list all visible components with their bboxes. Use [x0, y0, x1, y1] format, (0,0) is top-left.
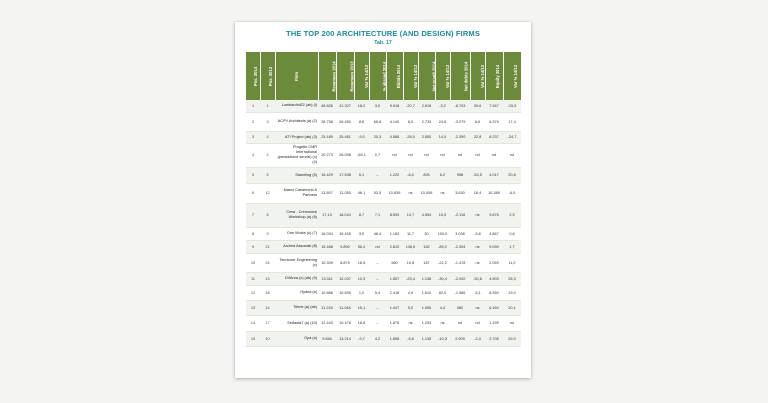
column-header-label: Net result 2014: [430, 61, 436, 91]
firm-name-cell: Tekne (a) (ab): [275, 300, 318, 315]
value-cell: 13.807: [318, 183, 336, 203]
firm-name-cell: Lombardini22 (ab) (l): [275, 100, 318, 112]
column-header: [354, 52, 369, 100]
value-cell: 958: [450, 167, 470, 183]
value-cell: 5,4: [369, 285, 386, 300]
table-number: Tab. 17: [374, 40, 392, 46]
value-cell: 17.538: [336, 167, 354, 183]
value-cell: 8,6: [354, 112, 369, 131]
table-row: [246, 331, 521, 346]
value-cell: 8,6: [470, 112, 485, 131]
value-cell: 9.039: [485, 240, 503, 253]
value-cell: -2.390: [450, 131, 470, 143]
value-cell: 2.733: [418, 112, 435, 131]
value-cell: 1.183: [386, 227, 403, 240]
value-cell: 66,8: [369, 112, 386, 131]
value-cell: 5.518: [386, 100, 403, 112]
value-cell: 8.875: [336, 253, 354, 272]
value-cell: 1,0: [354, 285, 369, 300]
column-header: [386, 52, 403, 100]
value-cell: 1.055: [418, 300, 435, 315]
position-cell: 18: [260, 285, 275, 300]
value-cell: ns: [470, 300, 485, 315]
table-row: [246, 183, 521, 203]
value-cell: 9.876: [485, 203, 503, 227]
value-cell: 2.850: [418, 131, 435, 143]
position-cell: 3: [260, 112, 275, 131]
firm-name-cell: Archea Associati (8): [275, 240, 318, 253]
table-row: [246, 272, 521, 285]
value-cell: -28,0: [403, 131, 418, 143]
value-cell: 100,0: [435, 227, 450, 240]
value-cell: 29,0: [503, 331, 521, 346]
value-cell: 9.892: [336, 240, 354, 253]
value-cell: 2.618: [418, 100, 435, 112]
value-cell: -2,4: [470, 331, 485, 346]
firm-name-cell: Progetto CMR International (prestazione servizi) (c) (4): [275, 143, 318, 167]
value-cell: 23.189: [318, 131, 336, 143]
position-cell: 13: [260, 272, 275, 285]
column-header: [485, 52, 503, 100]
value-cell: 52,5: [369, 183, 386, 203]
value-cell: 24,6: [435, 112, 450, 131]
value-cell: -20,7: [403, 100, 418, 112]
value-cell: -3.279: [450, 112, 470, 131]
value-cell: 39,6: [470, 100, 485, 112]
value-cell: 1.138: [418, 272, 435, 285]
value-cell: 15,5: [435, 203, 450, 227]
position-cell: 21: [260, 240, 275, 253]
value-cell: ns: [403, 315, 418, 331]
value-cell: 4.017: [485, 167, 503, 183]
value-cell: 46,1: [354, 183, 369, 203]
column-header: [318, 52, 336, 100]
position-cell: 9: [246, 240, 260, 253]
firm-name-cell: Tecnicoer Engineering (c): [275, 253, 318, 272]
table-row: [246, 253, 521, 272]
value-cell: ns: [470, 203, 485, 227]
table-row: [246, 300, 521, 315]
value-cell: nd: [418, 143, 435, 167]
value-cell: nd: [450, 315, 470, 331]
value-cell: 1,7: [503, 240, 521, 253]
column-header-label: % abroad 2014: [381, 61, 387, 91]
column-header-label: Firm: [293, 71, 299, 81]
value-cell: 30: [418, 227, 435, 240]
table-row: [246, 315, 521, 331]
position-cell: 3: [246, 131, 260, 143]
value-cell: 982: [450, 300, 470, 315]
value-cell: -24,7: [503, 131, 521, 143]
header-row: [246, 52, 521, 100]
value-cell: nd: [435, 143, 450, 167]
value-cell: 2.909: [450, 331, 470, 346]
position-cell: 12: [260, 183, 275, 203]
firm-name-cell: DVArea (c) (ab) (9): [275, 272, 318, 285]
value-cell: 48,4: [369, 227, 386, 240]
value-cell: ns: [470, 253, 485, 272]
value-cell: -8.703: [450, 100, 470, 112]
column-header: [275, 52, 318, 100]
value-cell: 6.164: [485, 300, 503, 315]
value-cell: ns: [470, 240, 485, 253]
value-cell: ns: [403, 183, 418, 203]
column-header: [260, 52, 275, 100]
value-cell: -22,2: [435, 253, 450, 272]
column-header-label: Ebitda 2014: [395, 64, 401, 88]
value-cell: 3.038: [450, 227, 470, 240]
position-cell: 17: [260, 315, 275, 331]
value-cell: nd: [503, 143, 521, 167]
value-cell: -2.092: [450, 272, 470, 285]
value-cell: -6,0: [503, 183, 521, 203]
value-cell: 1.299: [485, 315, 503, 331]
value-cell: 20,3: [369, 131, 386, 143]
value-cell: 11.048: [336, 300, 354, 315]
value-cell: 11.218: [318, 300, 336, 315]
value-cell: 20.273: [318, 143, 336, 167]
position-cell: 6: [246, 183, 260, 203]
position-cell: 1: [246, 100, 260, 112]
value-cell: 12.050: [336, 183, 354, 203]
value-cell: 1.875: [386, 315, 403, 331]
value-cell: 152: [418, 240, 435, 253]
value-cell: 2.418: [386, 285, 403, 300]
column-header: [336, 52, 354, 100]
value-cell: 13.214: [336, 331, 354, 346]
value-cell: 19,0: [503, 285, 521, 300]
position-cell: 1: [260, 100, 275, 112]
column-header-label: Var % 14/13: [479, 64, 485, 88]
position-cell: 12: [246, 285, 260, 300]
value-cell: -30,8: [470, 272, 485, 285]
value-cell: 10.339: [318, 253, 336, 272]
value-cell: 1.447: [386, 300, 403, 315]
value-cell: 4.588: [386, 131, 403, 143]
value-cell: -89,2: [435, 240, 450, 253]
value-cell: 136,6: [403, 240, 418, 253]
position-cell: 7: [246, 203, 260, 227]
value-cell: 15,1: [354, 300, 369, 315]
value-cell: 13.311: [318, 272, 336, 285]
value-cell: 18,2: [354, 100, 369, 112]
table-body: [246, 100, 521, 346]
value-cell: 6,5: [403, 112, 418, 131]
value-cell: 16,5: [354, 253, 369, 272]
firm-name-cell: Starching (5): [275, 167, 318, 183]
value-cell: 3.630: [450, 183, 470, 203]
value-cell: 18,8: [354, 315, 369, 331]
value-cell: 6,2: [435, 167, 450, 183]
value-cell: 56,4: [354, 240, 369, 253]
value-cell: 10.888: [318, 285, 336, 300]
value-cell: 4.140: [386, 112, 403, 131]
value-cell: nd: [450, 143, 470, 167]
position-cell: 11: [246, 272, 260, 285]
value-cell: 8.593: [386, 203, 403, 227]
value-cell: nd: [369, 240, 386, 253]
position-cell: 4: [246, 143, 260, 167]
position-cell: 13: [246, 300, 260, 315]
value-cell: 4.867: [485, 227, 503, 240]
column-header-label: Revenues 2014: [331, 60, 337, 92]
value-cell: 5,0: [403, 300, 418, 315]
value-cell: -5,1: [470, 285, 485, 300]
position-cell: 8: [246, 227, 260, 240]
value-cell: 1.253: [418, 315, 435, 331]
value-cell: 8.260: [485, 285, 503, 300]
value-cell: 560: [386, 253, 403, 272]
table-page: [235, 22, 531, 378]
value-cell: 26.450: [336, 112, 354, 131]
column-header: [403, 52, 418, 100]
firm-name-cell: Gpa (a): [275, 331, 318, 346]
value-cell: –: [369, 300, 386, 315]
position-cell: 5: [260, 167, 275, 183]
value-cell: 7,1: [369, 203, 386, 227]
value-cell: 10.839: [386, 183, 403, 203]
value-cell: 25.481: [336, 131, 354, 143]
value-cell: 10,8: [403, 253, 418, 272]
position-cell: 8: [260, 203, 275, 227]
value-cell: -30,4: [435, 272, 450, 285]
value-cell: 4.903: [485, 272, 503, 285]
value-cell: 2.705: [485, 331, 503, 346]
value-cell: nd: [386, 143, 403, 167]
value-cell: 825: [418, 167, 435, 183]
value-cell: 8,7: [354, 203, 369, 227]
value-cell: 48.836: [318, 100, 336, 112]
value-cell: 2,5: [503, 203, 521, 227]
value-cell: nd: [470, 143, 485, 167]
column-header-label: Pos. 2013: [267, 66, 273, 86]
value-cell: 4,2: [369, 331, 386, 346]
value-cell: -8,4: [403, 167, 418, 183]
value-cell: -2.394: [450, 240, 470, 253]
firm-name-cell: One Works (c) (7): [275, 227, 318, 240]
column-header: [435, 52, 450, 100]
value-cell: 12.037: [336, 272, 354, 285]
value-cell: 82,0: [435, 285, 450, 300]
value-cell: 41.327: [336, 100, 354, 112]
position-cell: 14: [246, 315, 260, 331]
value-cell: 15.435: [336, 227, 354, 240]
value-cell: –: [369, 315, 386, 331]
value-cell: -5,8: [470, 227, 485, 240]
table-row: [246, 227, 521, 240]
value-cell: 0,6: [503, 227, 521, 240]
value-cell: 187: [418, 253, 435, 272]
value-cell: nd: [403, 143, 418, 167]
table-row: [246, 100, 521, 112]
value-cell: –: [369, 272, 386, 285]
table-row: [246, 203, 521, 227]
value-cell: -23,4: [403, 272, 418, 285]
value-cell: ns: [503, 315, 521, 331]
value-cell: 16.034: [318, 227, 336, 240]
position-cell: 9: [260, 227, 275, 240]
column-header-label: Revenues 2013: [349, 60, 355, 92]
column-header-label: Equity 2014: [494, 64, 500, 88]
value-cell: 20,1: [503, 300, 521, 315]
value-cell: 7.947: [485, 100, 503, 112]
value-cell: 2.810: [386, 240, 403, 253]
table-row: [246, 112, 521, 131]
column-header-label: Pos. 2014: [253, 66, 259, 86]
position-cell: 15: [246, 331, 260, 346]
value-cell: 8.237: [485, 131, 503, 143]
value-cell: -9,7: [354, 331, 369, 346]
value-cell: 12.443: [318, 315, 336, 331]
value-cell: 4.554: [418, 203, 435, 227]
value-cell: 16.429: [318, 167, 336, 183]
value-cell: 28,3: [503, 272, 521, 285]
value-cell: 5,1: [354, 167, 369, 183]
value-cell: 14,7: [403, 203, 418, 227]
table-title: THE TOP 200 ARCHITECTURE (AND DESIGN) FIRMS: [285, 29, 481, 38]
firm-name-cell: Marco Casamonti & Partners: [275, 183, 318, 203]
value-cell: -1.478: [450, 253, 470, 272]
value-cell: 1.135: [418, 331, 435, 346]
value-cell: 6.379: [485, 112, 503, 131]
position-cell: 2: [260, 143, 275, 167]
value-cell: 17,4: [503, 112, 521, 131]
value-cell: ns: [435, 315, 450, 331]
firm-name-cell: Hydea (a): [275, 285, 318, 300]
value-cell: -5,8: [403, 331, 418, 346]
value-cell: -3,2: [435, 100, 450, 112]
value-cell: -53,5: [470, 167, 485, 183]
value-cell: ns: [435, 183, 450, 203]
value-cell: nd: [470, 315, 485, 331]
value-cell: 2.059: [485, 253, 503, 272]
table-row: [246, 131, 521, 143]
column-header-label: Net debts 2014: [462, 61, 468, 91]
value-cell: 9.656: [318, 331, 336, 346]
value-cell: 4,4: [435, 300, 450, 315]
column-header: [450, 52, 470, 100]
value-cell: 15.468: [318, 240, 336, 253]
table-row: [246, 143, 521, 167]
column-header: [503, 52, 521, 100]
value-cell: 26.098: [336, 143, 354, 167]
value-cell: 32,8: [470, 131, 485, 143]
value-cell: nd: [485, 143, 503, 167]
value-cell: 11,2: [503, 253, 521, 272]
column-header: [246, 52, 260, 100]
value-cell: 3,9: [354, 227, 369, 240]
value-cell: 10.695: [336, 285, 354, 300]
firm-name-cell: ACPV Architects (a) (2): [275, 112, 318, 131]
position-cell: 2: [246, 112, 260, 131]
value-cell: 10.006: [418, 183, 435, 203]
value-cell: 1.610: [418, 285, 435, 300]
position-cell: 14: [260, 300, 275, 315]
value-cell: 1.898: [386, 331, 403, 346]
value-cell: 28.758: [318, 112, 336, 131]
column-header-label: Var % 14/13: [444, 64, 450, 88]
firm-name-cell: Crew - Cremonesi Workshop (a) (6): [275, 203, 318, 227]
column-header-label: Var % 14/13: [412, 64, 418, 88]
column-header-label: Var % 14/13: [363, 64, 369, 88]
value-cell: 14,0: [435, 131, 450, 143]
column-header-label: Var % 14/13: [512, 64, 518, 88]
table-row: [246, 240, 521, 253]
value-cell: -2.116: [450, 203, 470, 227]
value-cell: 10.478: [336, 315, 354, 331]
value-cell: -1.986: [450, 285, 470, 300]
value-cell: 18,4: [470, 183, 485, 203]
value-cell: -15,5: [503, 100, 521, 112]
value-cell: 4,9: [403, 285, 418, 300]
value-cell: 11,7: [403, 227, 418, 240]
value-cell: -10,3: [435, 331, 450, 346]
value-cell: –: [369, 167, 386, 183]
value-cell: 20,8: [503, 167, 521, 183]
table-row: [246, 167, 521, 183]
value-cell: 1.220: [386, 167, 403, 183]
position-cell: 24: [260, 253, 275, 272]
position-cell: 10: [246, 253, 260, 272]
position-cell: 10: [260, 331, 275, 346]
position-cell: 5: [246, 167, 260, 183]
value-cell: -65,1: [354, 143, 369, 167]
column-header: [470, 52, 485, 100]
column-header: [418, 52, 435, 100]
firms-table: [246, 52, 522, 347]
position-cell: 4: [260, 131, 275, 143]
value-cell: 0,7: [369, 143, 386, 167]
value-cell: 3,0: [369, 100, 386, 112]
value-cell: -9,0: [354, 131, 369, 143]
value-cell: 17,13: [318, 203, 336, 227]
value-cell: 10.389: [485, 183, 503, 203]
table-row: [246, 285, 521, 300]
value-cell: 18.044: [336, 203, 354, 227]
firm-name-cell: ATI Project (ab) (3): [275, 131, 318, 143]
firm-name-cell: Settanta7 (a) (10): [275, 315, 318, 331]
column-header: [369, 52, 386, 100]
value-cell: –: [369, 253, 386, 272]
value-cell: 10,3: [354, 272, 369, 285]
value-cell: 1.657: [386, 272, 403, 285]
